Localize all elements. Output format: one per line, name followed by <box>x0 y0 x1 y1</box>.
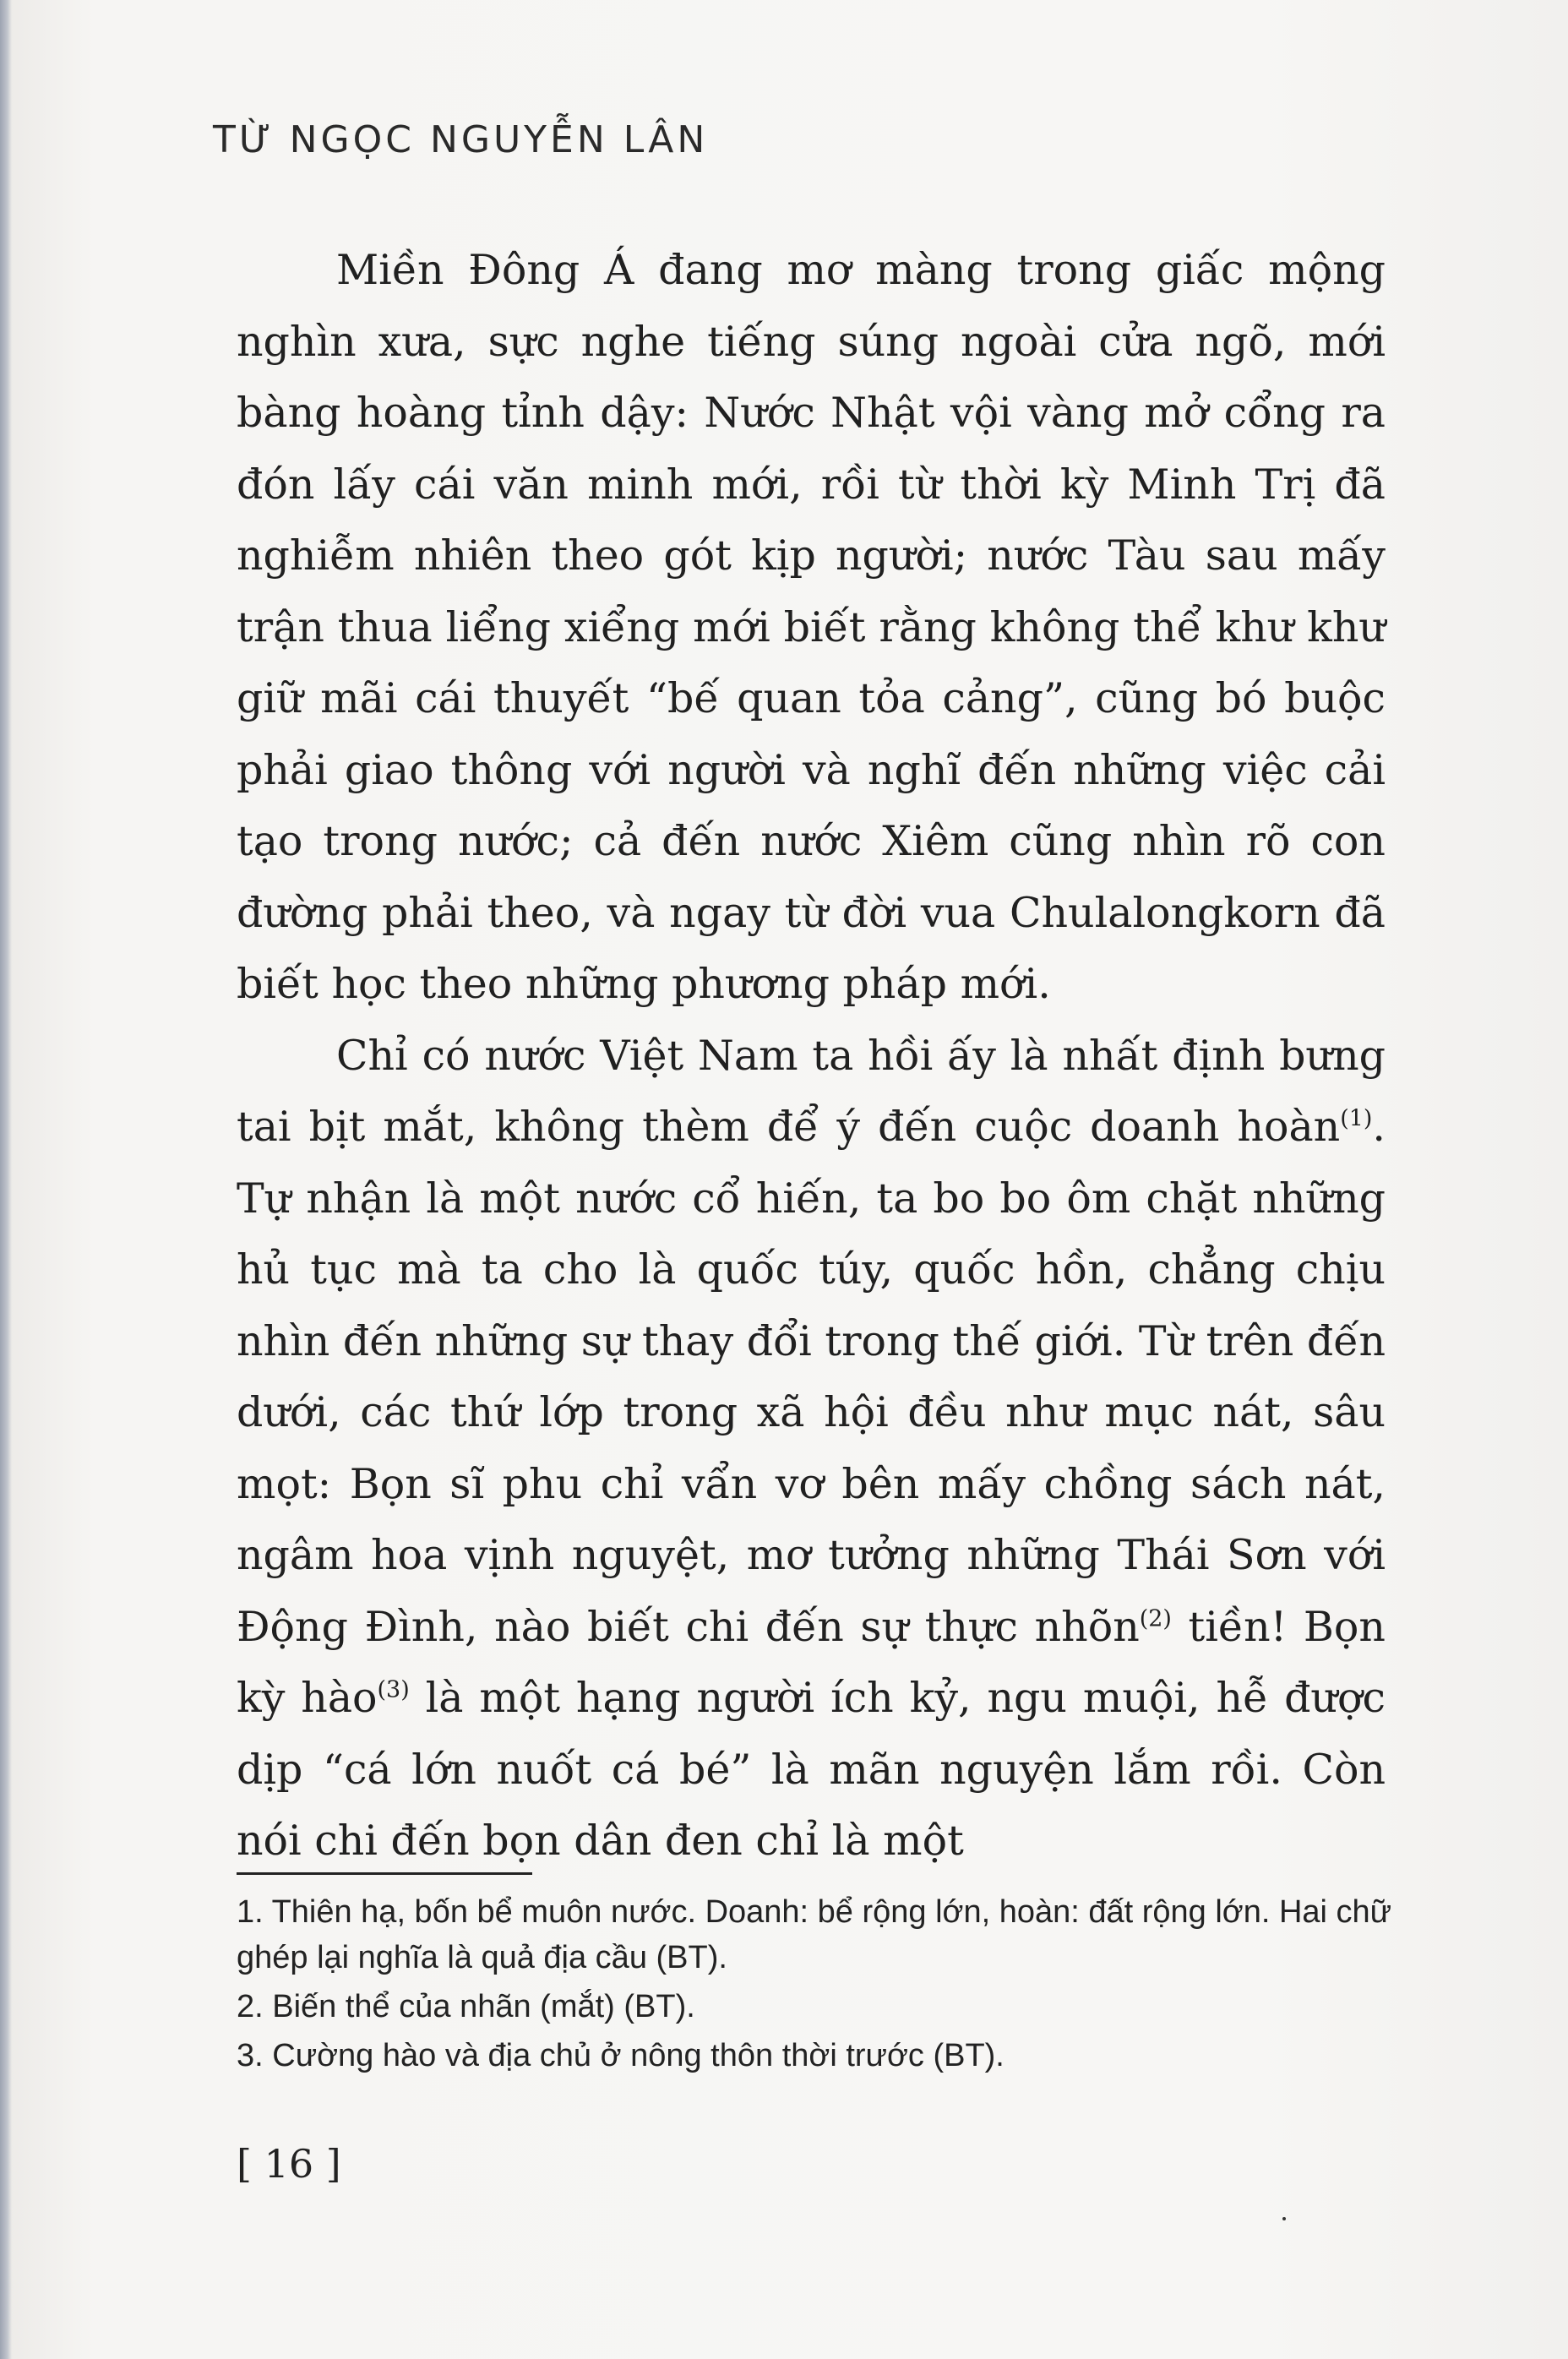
paragraph-text: Miền Đông Á đang mơ màng trong giấc mộng nghìn xưa, sực nghe tiếng súng ngoài cửa ngõ, mới bàng hoàng tỉnh dậy: Nước Nhật vội vàng mở cổng ra đón lấy cái văn minh mới, rồi từ thời kỳ Minh Trị đã nghiễm nhiên theo gót kịp người; nước Tàu sau mấy trận thua liểng xiểng mới biết rằng không thể khư khư giữ mãi cái thuyết “bế quan tỏa cảng”, cũng bó buộc phải giao thông với người và nghĩ đến những việc cải tạo trong nước; cả đến nước Xiêm cũng nhìn rõ con đường phải theo, và ngay từ đời vua Chulalongkorn đã biết học theo những phương pháp mới. <box>237 246 1386 1008</box>
footnote-divider <box>237 1872 532 1875</box>
paragraph <box>237 1021 1386 1877</box>
running-head: TỪ NGỌC NGUYỄN LÂN <box>213 118 709 161</box>
scan-edge-shadow <box>0 0 12 2359</box>
footnote-ref-1[interactable]: (1) <box>1340 1105 1373 1132</box>
footnote-1: 1. Thiên hạ, bốn bể muôn nước. Doanh: bể rộng lớn, hoàn: đất rộng lớn. Hai chữ ghép lại nghĩa là quả địa cầu (BT). <box>237 1894 1392 1975</box>
footnote-3: 3. Cường hào và địa chủ ở nông thôn thời trước (BT). <box>237 2038 1004 2073</box>
footnote-ref-2[interactable]: (2) <box>1139 1605 1172 1632</box>
paragraph-text: tiền! Bọn kỳ hào <box>237 1602 1386 1722</box>
scan-speck <box>1282 2217 1286 2220</box>
paragraph-text: là một hạng người ích kỷ, ngu muội, hễ được dịp “cá lớn nuốt cá bé” là mãn nguyện lắm rồi. Còn nói chi đến bọn dân đen chỉ là một <box>237 1674 1386 1865</box>
footnote-2: 2. Biến thể của nhãn (mắt) (BT). <box>237 1989 695 2024</box>
paragraph-text: Chỉ có nước Việt Nam ta hồi ấy là nhất định bưng tai bịt mắt, không thèm để ý đến cuộc doanh hoàn <box>237 1031 1386 1151</box>
page-number: [ 16 ] <box>237 2141 341 2187</box>
body-text <box>237 235 1386 1877</box>
paragraph <box>237 235 1386 1021</box>
paragraph-text: . Tự nhận là một nước cổ hiến, ta bo bo ôm chặt những hủ tục mà ta cho là quốc túy, quốc hồn, chẳng chịu nhìn đến những sự thay đổi trong thế giới. Từ trên đến dưới, các thứ lớp trong xã hội đều như mục nát, sâu mọt: Bọn sĩ phu chỉ vẩn vơ bên mấy chồng sách nát, ngâm hoa vịnh nguyệt, mơ tưởng những Thái Sơn với Động Đình, nào biết chi đến sự thực nhõn <box>237 1103 1386 1651</box>
footnote-ref-3[interactable]: (3) <box>377 1676 410 1703</box>
footnotes <box>237 1889 1394 2082</box>
